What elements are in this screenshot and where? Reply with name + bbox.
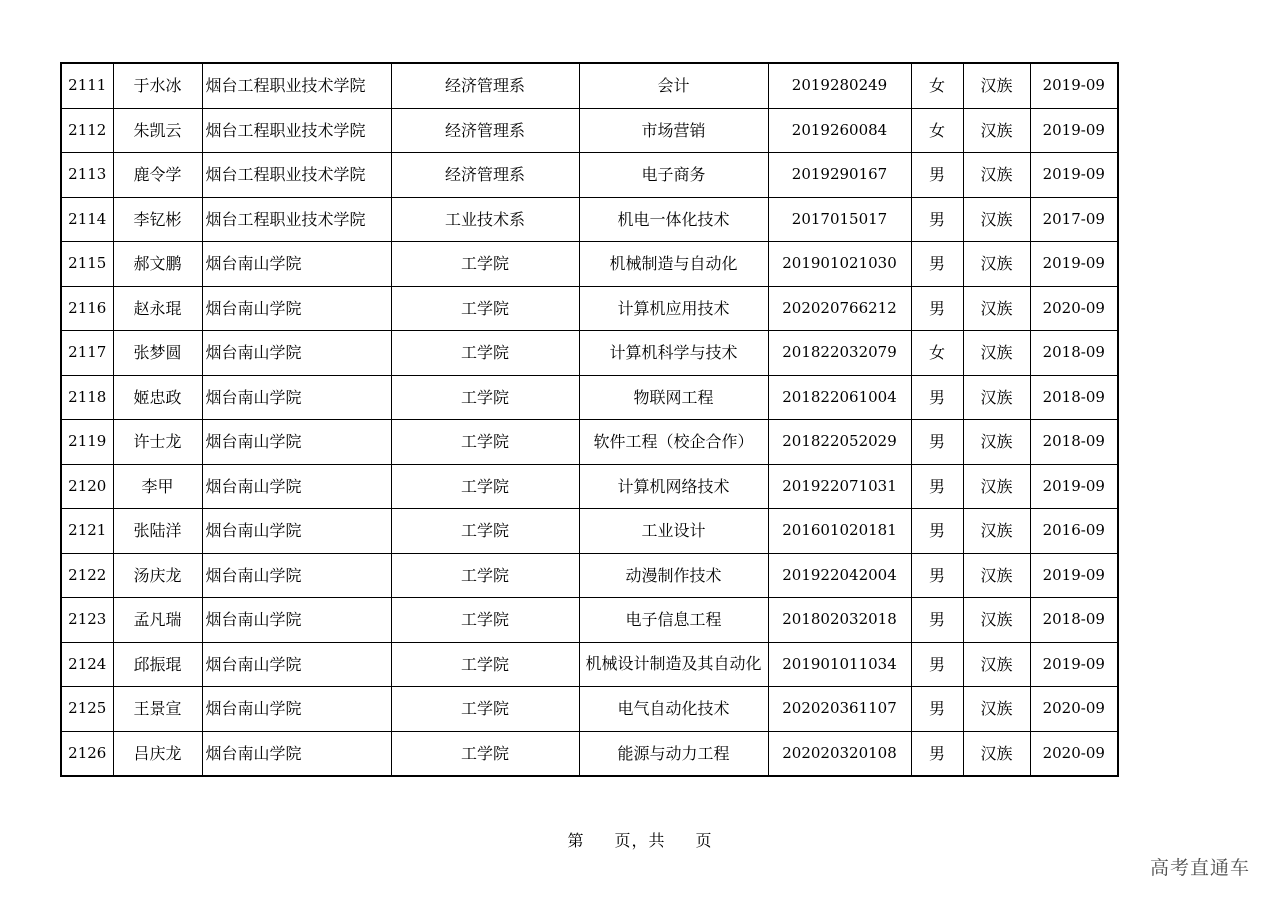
cell-major: 能源与动力工程 bbox=[579, 731, 768, 776]
cell-name: 吕庆龙 bbox=[113, 731, 202, 776]
cell-student-id: 201822032079 bbox=[768, 331, 911, 376]
cell-ethnicity: 汉族 bbox=[963, 331, 1030, 376]
cell-student-id: 2019260084 bbox=[768, 108, 911, 153]
watermark-text: 高考直通车 bbox=[1149, 857, 1250, 879]
cell-ethnicity: 汉族 bbox=[963, 197, 1030, 242]
cell-gender: 男 bbox=[911, 464, 963, 509]
roster-body bbox=[61, 63, 1118, 776]
cell-seq: 2122 bbox=[61, 553, 113, 598]
cell-gender: 男 bbox=[911, 242, 963, 287]
cell-gender: 男 bbox=[911, 598, 963, 643]
page-footer bbox=[0, 828, 1280, 851]
cell-department: 工学院 bbox=[391, 464, 579, 509]
cell-enroll-date: 2019-09 bbox=[1030, 63, 1118, 108]
cell-student-id: 201822061004 bbox=[768, 375, 911, 420]
cell-name: 孟凡瑞 bbox=[113, 598, 202, 643]
cell-major: 会计 bbox=[579, 63, 768, 108]
cell-department: 工学院 bbox=[391, 598, 579, 643]
cell-student-id: 2017015017 bbox=[768, 197, 911, 242]
cell-department: 工学院 bbox=[391, 375, 579, 420]
table-row bbox=[61, 108, 1118, 153]
cell-major: 电子商务 bbox=[579, 153, 768, 198]
table-row bbox=[61, 553, 1118, 598]
cell-seq: 2115 bbox=[61, 242, 113, 287]
cell-school: 烟台工程职业技术学院 bbox=[202, 108, 391, 153]
cell-ethnicity: 汉族 bbox=[963, 420, 1030, 465]
table-row bbox=[61, 153, 1118, 198]
cell-department: 工学院 bbox=[391, 331, 579, 376]
cell-ethnicity: 汉族 bbox=[963, 509, 1030, 554]
cell-enroll-date: 2019-09 bbox=[1030, 642, 1118, 687]
cell-seq: 2119 bbox=[61, 420, 113, 465]
cell-department: 工学院 bbox=[391, 553, 579, 598]
cell-ethnicity: 汉族 bbox=[963, 375, 1030, 420]
cell-school: 烟台工程职业技术学院 bbox=[202, 153, 391, 198]
cell-major: 市场营销 bbox=[579, 108, 768, 153]
cell-gender: 男 bbox=[911, 286, 963, 331]
cell-ethnicity: 汉族 bbox=[963, 108, 1030, 153]
cell-ethnicity: 汉族 bbox=[963, 731, 1030, 776]
table-row bbox=[61, 464, 1118, 509]
cell-enroll-date: 2016-09 bbox=[1030, 509, 1118, 554]
cell-name: 李甲 bbox=[113, 464, 202, 509]
cell-name: 李钇彬 bbox=[113, 197, 202, 242]
table-row bbox=[61, 731, 1118, 776]
cell-seq: 2112 bbox=[61, 108, 113, 153]
cell-student-id: 201901011034 bbox=[768, 642, 911, 687]
cell-seq: 2111 bbox=[61, 63, 113, 108]
cell-student-id: 201822052029 bbox=[768, 420, 911, 465]
cell-gender: 男 bbox=[911, 731, 963, 776]
table-row bbox=[61, 197, 1118, 242]
cell-seq: 2117 bbox=[61, 331, 113, 376]
table-row bbox=[61, 242, 1118, 287]
cell-major: 软件工程（校企合作） bbox=[579, 420, 768, 465]
page-label-prefix: 第 bbox=[567, 831, 585, 850]
cell-major: 电气自动化技术 bbox=[579, 687, 768, 732]
cell-student-id: 201922042004 bbox=[768, 553, 911, 598]
cell-ethnicity: 汉族 bbox=[963, 687, 1030, 732]
table-row bbox=[61, 63, 1118, 108]
cell-student-id: 201922071031 bbox=[768, 464, 911, 509]
cell-seq: 2116 bbox=[61, 286, 113, 331]
table-row bbox=[61, 509, 1118, 554]
cell-department: 工学院 bbox=[391, 687, 579, 732]
cell-major: 机电一体化技术 bbox=[579, 197, 768, 242]
cell-school: 烟台南山学院 bbox=[202, 375, 391, 420]
cell-enroll-date: 2019-09 bbox=[1030, 108, 1118, 153]
cell-department: 工学院 bbox=[391, 286, 579, 331]
cell-major: 机械设计制造及其自动化 bbox=[579, 642, 768, 687]
cell-gender: 男 bbox=[911, 687, 963, 732]
cell-name: 邱振琨 bbox=[113, 642, 202, 687]
cell-school: 烟台南山学院 bbox=[202, 464, 391, 509]
cell-school: 烟台南山学院 bbox=[202, 286, 391, 331]
cell-ethnicity: 汉族 bbox=[963, 63, 1030, 108]
cell-enroll-date: 2019-09 bbox=[1030, 464, 1118, 509]
table-row bbox=[61, 286, 1118, 331]
cell-gender: 男 bbox=[911, 153, 963, 198]
cell-department: 工业技术系 bbox=[391, 197, 579, 242]
cell-student-id: 201901021030 bbox=[768, 242, 911, 287]
cell-gender: 男 bbox=[911, 553, 963, 598]
cell-enroll-date: 2018-09 bbox=[1030, 331, 1118, 376]
cell-name: 鹿令学 bbox=[113, 153, 202, 198]
cell-student-id: 201601020181 bbox=[768, 509, 911, 554]
page-label-suffix: 页 bbox=[695, 831, 713, 850]
cell-department: 工学院 bbox=[391, 731, 579, 776]
cell-seq: 2113 bbox=[61, 153, 113, 198]
cell-school: 烟台南山学院 bbox=[202, 642, 391, 687]
cell-student-id: 202020361107 bbox=[768, 687, 911, 732]
cell-name: 汤庆龙 bbox=[113, 553, 202, 598]
cell-major: 电子信息工程 bbox=[579, 598, 768, 643]
cell-enroll-date: 2019-09 bbox=[1030, 153, 1118, 198]
cell-enroll-date: 2020-09 bbox=[1030, 687, 1118, 732]
cell-major: 物联网工程 bbox=[579, 375, 768, 420]
cell-school: 烟台南山学院 bbox=[202, 509, 391, 554]
cell-gender: 男 bbox=[911, 375, 963, 420]
cell-seq: 2121 bbox=[61, 509, 113, 554]
table-row bbox=[61, 642, 1118, 687]
cell-seq: 2126 bbox=[61, 731, 113, 776]
cell-ethnicity: 汉族 bbox=[963, 153, 1030, 198]
cell-department: 经济管理系 bbox=[391, 153, 579, 198]
cell-name: 张陆洋 bbox=[113, 509, 202, 554]
cell-student-id: 2019290167 bbox=[768, 153, 911, 198]
cell-name: 张梦圆 bbox=[113, 331, 202, 376]
cell-enroll-date: 2019-09 bbox=[1030, 553, 1118, 598]
table-row bbox=[61, 420, 1118, 465]
cell-school: 烟台南山学院 bbox=[202, 553, 391, 598]
cell-school: 烟台工程职业技术学院 bbox=[202, 197, 391, 242]
cell-school: 烟台南山学院 bbox=[202, 687, 391, 732]
cell-enroll-date: 2019-09 bbox=[1030, 242, 1118, 287]
cell-department: 经济管理系 bbox=[391, 63, 579, 108]
cell-name: 朱凯云 bbox=[113, 108, 202, 153]
cell-enroll-date: 2018-09 bbox=[1030, 375, 1118, 420]
cell-seq: 2114 bbox=[61, 197, 113, 242]
cell-department: 经济管理系 bbox=[391, 108, 579, 153]
cell-seq: 2124 bbox=[61, 642, 113, 687]
cell-major: 计算机科学与技术 bbox=[579, 331, 768, 376]
cell-gender: 男 bbox=[911, 509, 963, 554]
cell-ethnicity: 汉族 bbox=[963, 286, 1030, 331]
cell-gender: 女 bbox=[911, 63, 963, 108]
cell-gender: 男 bbox=[911, 420, 963, 465]
cell-name: 赵永琨 bbox=[113, 286, 202, 331]
cell-major: 动漫制作技术 bbox=[579, 553, 768, 598]
cell-school: 烟台南山学院 bbox=[202, 598, 391, 643]
cell-ethnicity: 汉族 bbox=[963, 553, 1030, 598]
cell-department: 工学院 bbox=[391, 420, 579, 465]
table-row bbox=[61, 598, 1118, 643]
cell-enroll-date: 2020-09 bbox=[1030, 731, 1118, 776]
cell-enroll-date: 2018-09 bbox=[1030, 420, 1118, 465]
cell-enroll-date: 2020-09 bbox=[1030, 286, 1118, 331]
cell-school: 烟台工程职业技术学院 bbox=[202, 63, 391, 108]
cell-enroll-date: 2018-09 bbox=[1030, 598, 1118, 643]
cell-department: 工学院 bbox=[391, 242, 579, 287]
table-row bbox=[61, 687, 1118, 732]
table-row bbox=[61, 331, 1118, 376]
cell-ethnicity: 汉族 bbox=[963, 242, 1030, 287]
cell-gender: 男 bbox=[911, 642, 963, 687]
cell-ethnicity: 汉族 bbox=[963, 464, 1030, 509]
cell-gender: 女 bbox=[911, 108, 963, 153]
cell-school: 烟台南山学院 bbox=[202, 331, 391, 376]
cell-ethnicity: 汉族 bbox=[963, 642, 1030, 687]
cell-major: 机械制造与自动化 bbox=[579, 242, 768, 287]
cell-gender: 男 bbox=[911, 197, 963, 242]
cell-major: 工业设计 bbox=[579, 509, 768, 554]
cell-name: 郝文鹏 bbox=[113, 242, 202, 287]
cell-name: 王景宣 bbox=[113, 687, 202, 732]
cell-student-id: 2019280249 bbox=[768, 63, 911, 108]
page-label-middle: 页，共 bbox=[614, 831, 666, 850]
table-row bbox=[61, 375, 1118, 420]
cell-seq: 2123 bbox=[61, 598, 113, 643]
cell-school: 烟台南山学院 bbox=[202, 420, 391, 465]
cell-major: 计算机网络技术 bbox=[579, 464, 768, 509]
cell-ethnicity: 汉族 bbox=[963, 598, 1030, 643]
cell-name: 姬忠政 bbox=[113, 375, 202, 420]
cell-student-id: 202020320108 bbox=[768, 731, 911, 776]
cell-major: 计算机应用技术 bbox=[579, 286, 768, 331]
cell-enroll-date: 2017-09 bbox=[1030, 197, 1118, 242]
cell-name: 许士龙 bbox=[113, 420, 202, 465]
cell-department: 工学院 bbox=[391, 642, 579, 687]
cell-seq: 2125 bbox=[61, 687, 113, 732]
cell-school: 烟台南山学院 bbox=[202, 731, 391, 776]
cell-name: 于水冰 bbox=[113, 63, 202, 108]
cell-gender: 女 bbox=[911, 331, 963, 376]
cell-department: 工学院 bbox=[391, 509, 579, 554]
cell-seq: 2118 bbox=[61, 375, 113, 420]
cell-student-id: 201802032018 bbox=[768, 598, 911, 643]
cell-school: 烟台南山学院 bbox=[202, 242, 391, 287]
cell-seq: 2120 bbox=[61, 464, 113, 509]
cell-student-id: 202020766212 bbox=[768, 286, 911, 331]
student-roster-table bbox=[60, 62, 1119, 777]
